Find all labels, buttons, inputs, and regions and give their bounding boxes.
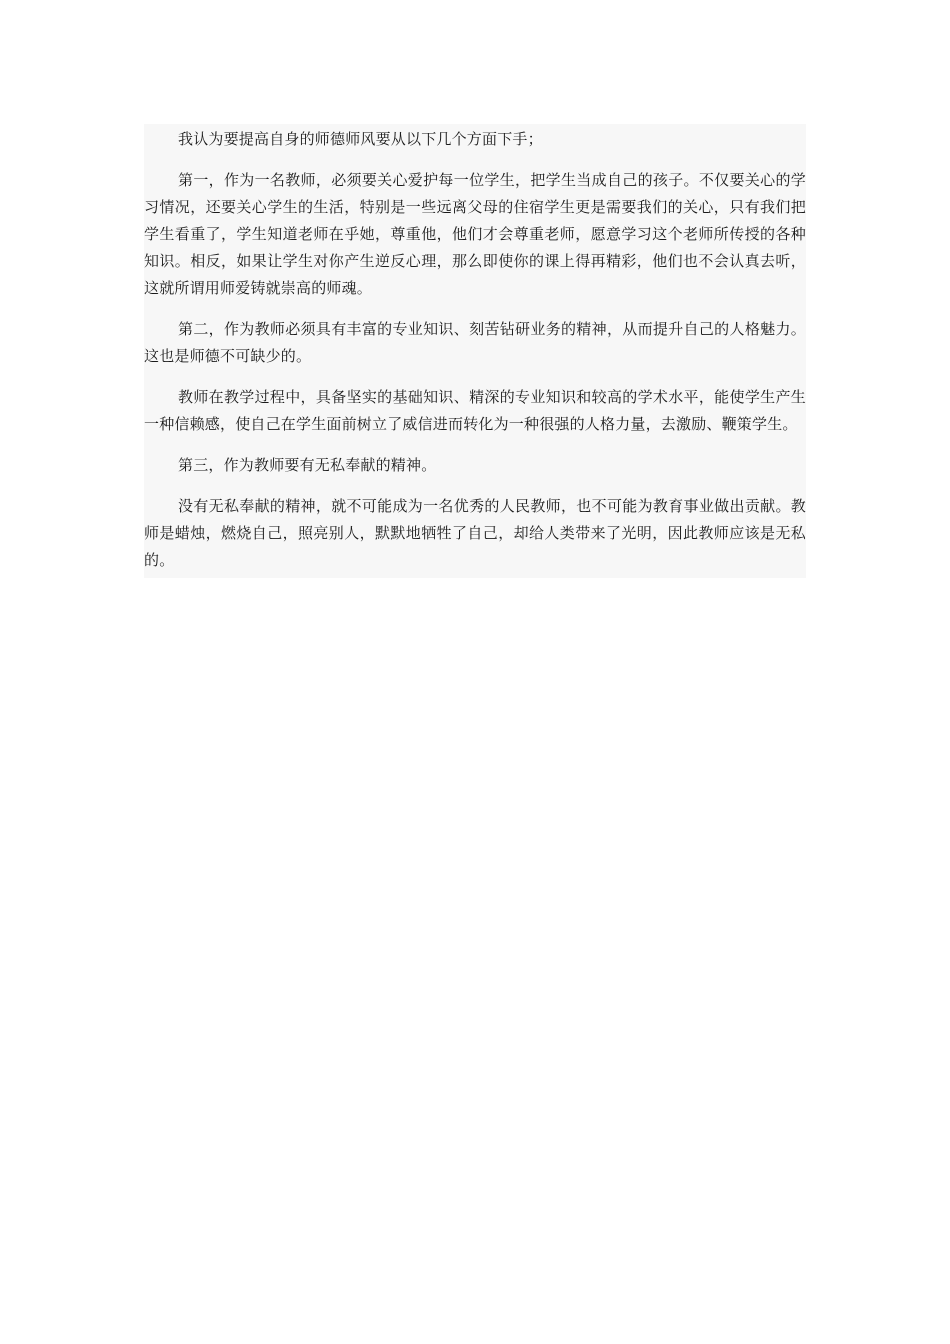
paragraph-point-two: 第二，作为教师必须具有丰富的专业知识、刻苦钻研业务的精神，从而提升自己的人格魅力。这也是师德不可缺少的。 <box>144 320 806 365</box>
paragraph-point-one: 第一，作为一名教师，必须要关心爱护每一位学生，把学生当成自己的孩子。不仅要关心的学习情况，还要关心学生的生活，特别是一些远离父母的住宿学生更是需要我们的关心，只有我们把学生看重了，学生知道老师在乎她，尊重他，他们才会尊重老师，愿意学习这个老师所传授的各种知识。相反，如果让学生对你产生逆反心理，那么即使你的课上得再精彩，他们也不会认真去听，这就所谓用师爱铸就崇高的师魂。 <box>144 171 806 297</box>
paragraph-point-three: 第三，作为教师要有无私奉献的精神。 <box>178 456 437 474</box>
paragraph-intro: 我认为要提高自身的师德师风要从以下几个方面下手； <box>178 130 543 148</box>
paragraph-point-three-detail: 没有无私奉献的精神，就不可能成为一名优秀的人民教师，也不可能为教育事业做出贡献。教师是蜡烛，燃烧自己，照亮别人，默默地牺牲了自己，却给人类带来了光明，因此教师应该是无私的。 <box>144 497 806 569</box>
document-body <box>144 124 806 578</box>
paragraph-point-two-detail: 教师在教学过程中，具备坚实的基础知识、精深的专业知识和较高的学术水平，能使学生产生一种信赖感，使自己在学生面前树立了威信进而转化为一种很强的人格力量，去激励、鞭策学生。 <box>144 388 806 433</box>
